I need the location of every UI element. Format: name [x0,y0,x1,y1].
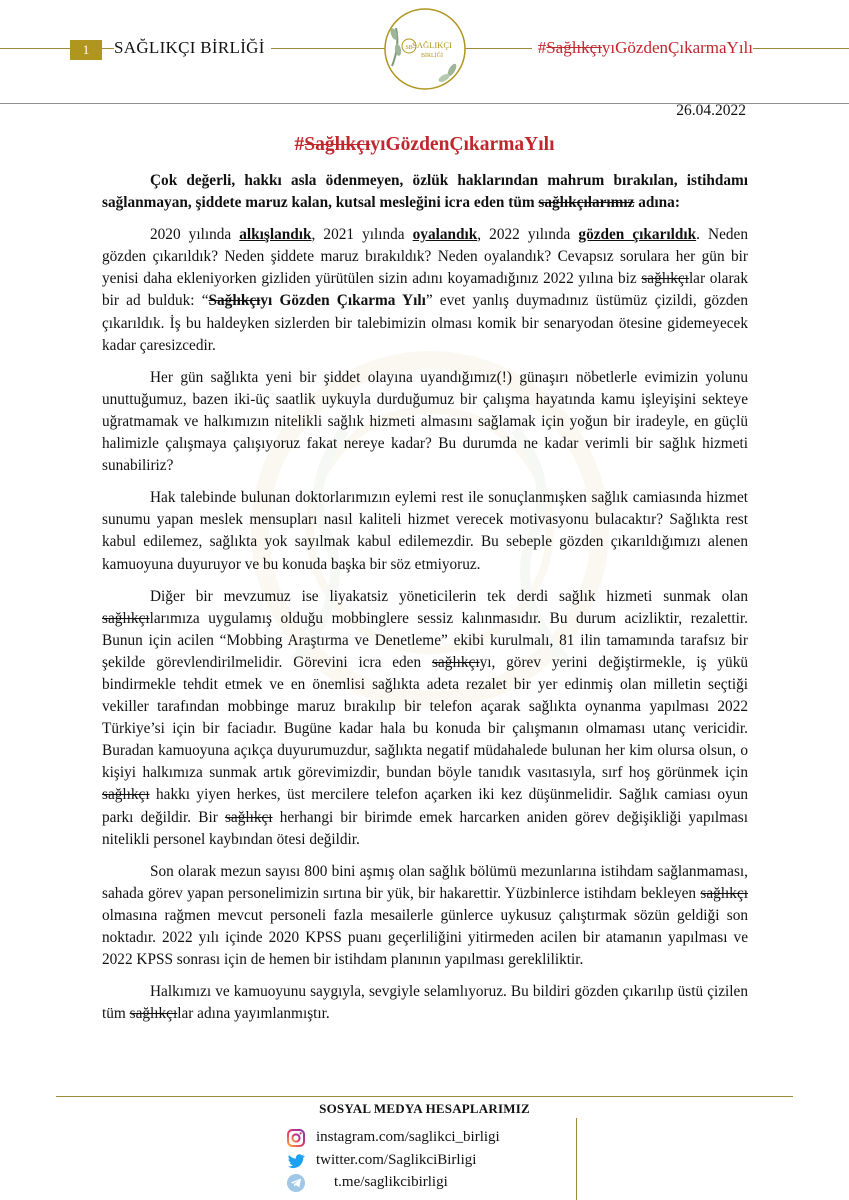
paragraph-1 [102,224,748,357]
twitter-icon [286,1151,306,1171]
logo-text-top: SAĞLIKÇI [412,40,452,50]
title-strike: Sağlıkçı [304,134,371,155]
paragraph-3: Hak talebinde bulunan doktorlarımızın eylemi rest ile sonuçlanmışken sağlık camiasında hizmet sunumu yapan meslek mensupları nasıl kaliteli hizmet verecek motivasyonu bulacaktır? Sağlıkta rest kabul edilemez, sağlıkta yok sayılmak kabul edilemezdir. Bu sebeple gözden çıkarıldığımızı alenen kamuoyuna duyuruyor ve bu konuda başka bir söz etmiyoruz. [102,489,748,573]
p6-text: lar adına yayımlanmıştır. [177,1005,330,1023]
paragraph-5 [102,861,748,971]
title-rest: yıGözdenÇıkarmaYılı [370,134,555,155]
page-number: 1 [70,40,102,60]
telegram-icon [286,1173,306,1193]
paragraph-2: Her gün sağlıkta yeni bir şiddet olayına uyandığımız(!) günaşırı nöbetlerle evimizin yolunu unuttuğumuz, bazen iki-üç saatlik uykuyla durduğumuz bir çalışma hayatında kamu işleyişini sekteye uğratmamak ve halkımızın nitelikli sağlık hizmeti almasını sağlamak için yoğun bir iradeyle, en güçlü halimizle çalışmaya çalışıyoruz fakat nereye kadar? Bu durumda ne kadar verimli bir sağlık hizmeti sunabiliriz? [102,368,748,475]
p1-text: 2020 yılında [150,226,240,244]
telegram-handle: t.me/saglikcibirligi [334,1174,448,1190]
p4-text: herhangi bir birimde emek harcarken aniden görev değişikliği yapılması nitelikli personel kaybından ötesi değildir. [102,808,748,848]
p4-text: yı, görev yerini değiştirmekle, iş yükü bindirmekle tehdit etmek ve en önemlisi sağlıkta adeta rezalet bir yer edinmiş olan milletin seçtiği vekiller tarafından mobbinge maruz bırakılıp bir telefon açarak sağlıkta oynanma yapılması 2022 Türkiye’si için bir faciadır. Bugüne kadar hala bu konuda bir çalışmanın olmaması utanç vericidir. Buradan kamuoyuna açıkça duyurumuzdur, sağlıkta negatif müdahalede bulunan her kim olursa olsun, o kişiyi halkımıza sunmak artık görevimizdir, bundan böyle tanıdık vasıtasıyla, sırf hoş görünmek için [102,653,748,782]
p5-text: Son olarak mezun sayısı 800 bini aşmış olan sağlık bölümü mezunlarına istihdam sağlanmaması, sahada görev yapan personelimizin sırtına bir yük, bir hakarettir. Yüzbinlerce istihdam bekleyen [102,862,748,902]
logo-badge-text: SB [405,45,413,51]
p1-stalled: oyalandık [412,226,478,244]
document-date: 26.04.2022 [676,102,746,119]
twitter-handle: twitter.com/SaglikciBirligi [316,1152,477,1168]
footer-rule [56,1096,793,1097]
footer-title: SOSYAL MEDYA HESAPLARIMIZ [319,1101,530,1116]
p4-strike: sağlıkçı [102,609,150,627]
document-body [102,170,748,1035]
p4-strike: sağlıkçı [102,786,150,804]
p4-text: larımıza uygulamış olduğu mobbinglere sessiz kalınmasıdır. Bu durum acizliktir, rezalettir. Bunun için acilen “Mobbing Araştırma ve Denetleme” ekibi kurulmalı, 81 ilin tamamında tarafsız bir şekilde görevlendirilmelidir. Görevini icra eden [102,609,748,671]
p1-text: , 2022 yılında [477,226,579,244]
p6-text: Halkımızı ve kamuoyunu saygıyla, sevgiyle selamlıyoruz. Bu bildiri gözden çıkarılıp üstü çizilen tüm [102,983,748,1023]
paragraph-6 [102,981,748,1025]
footer-divider [576,1118,577,1200]
p1-text: , 2021 yılında [311,226,413,244]
header-hashtag-rest: yıGözdenÇıkarmaYılı [601,38,753,57]
lead-strike: sağlıkçılarımız [538,194,635,212]
logo-text-bottom: BİRLİĞİ [421,53,443,59]
header-hashtag-strike: Sağlıkçı [546,38,602,57]
p5-text: olmasına rağmen mevcut personeli fazla mesailerle günlerce uykusuz çalıştırmak sözün geldiği son noktadır. 2022 yılı içinde 2020 KPSS puanı geçerliliğini yitirmeden acilen bir atamanın yapılması ve 2022 KPSS sonrası için de hemen bir istihdam planının yapılması gerekliliktir. [102,906,748,969]
lead-text: Çok değerli, hakkı asla ödenmeyen, özlük haklarından mahrum bırakılan, istihdamı sağlanmayan, şiddete maruz kalan, kutsal mesleğini icra eden tüm [102,172,748,212]
p1-bold: yı Gözden Çıkarma Yılı [260,292,426,310]
p4-text: hakkı yiyen herkes, üst mercilere telefon açarken iki kez düşünmelidir. Sağlık camiası oyun parkı değildir. Bir [102,786,748,826]
organization-logo [382,6,468,92]
p5-strike: sağlıkçı [700,884,748,902]
p4-strike: sağlıkçı [224,808,273,826]
header-hashtag: #SağlıkçıyıGözdenÇıkarmaYılı [532,38,753,58]
p1-text: . Neden gözden çıkarıldık? Neden şiddete maruz bırakıldık? Neden oyalandık? Cevapsız sorulara her gün bir yenisi daha ekleniyorken gizliden yürütülen sizin adını koyamadığınız 2022 yılına biz [102,226,748,288]
p1-text: lar olarak bir ad bulduk: “ [102,270,748,310]
header-org-name: SAĞLIKÇI BİRLİĞİ [114,38,271,58]
paragraph-4 [102,586,748,851]
p4-strike: sağlıkçı [431,653,480,671]
p6-strike: sağlıkçı [129,1005,178,1023]
p1-discarded: gözden çıkarıldık [578,226,697,244]
document-title [0,134,849,156]
p1-text: ” evet yanlış duymadınız üstümüz çizildi, gözden çıkarıldık. İş bu haldeyken sizlerden bir talebimizin olması komik bir senaryodan ötesine gidemeyecek kadar çaresizcedir. [102,292,749,354]
lead-paragraph [102,170,748,214]
title-prefix: # [294,134,305,155]
instagram-icon [286,1128,306,1148]
p1-bold-strike: Sağlıkçı [208,292,261,310]
p1-applauded: alkışlandık [239,226,312,244]
p4-text: Diğer bir mevzumuz ise liyakatsiz yöneticilerin tek derdi sağlık hizmeti sunmak olan [150,587,748,605]
lead-end: adına: [634,194,680,212]
p1-strike: sağlıkçı [641,270,689,288]
instagram-handle: instagram.com/saglikci_birligi [316,1129,500,1145]
